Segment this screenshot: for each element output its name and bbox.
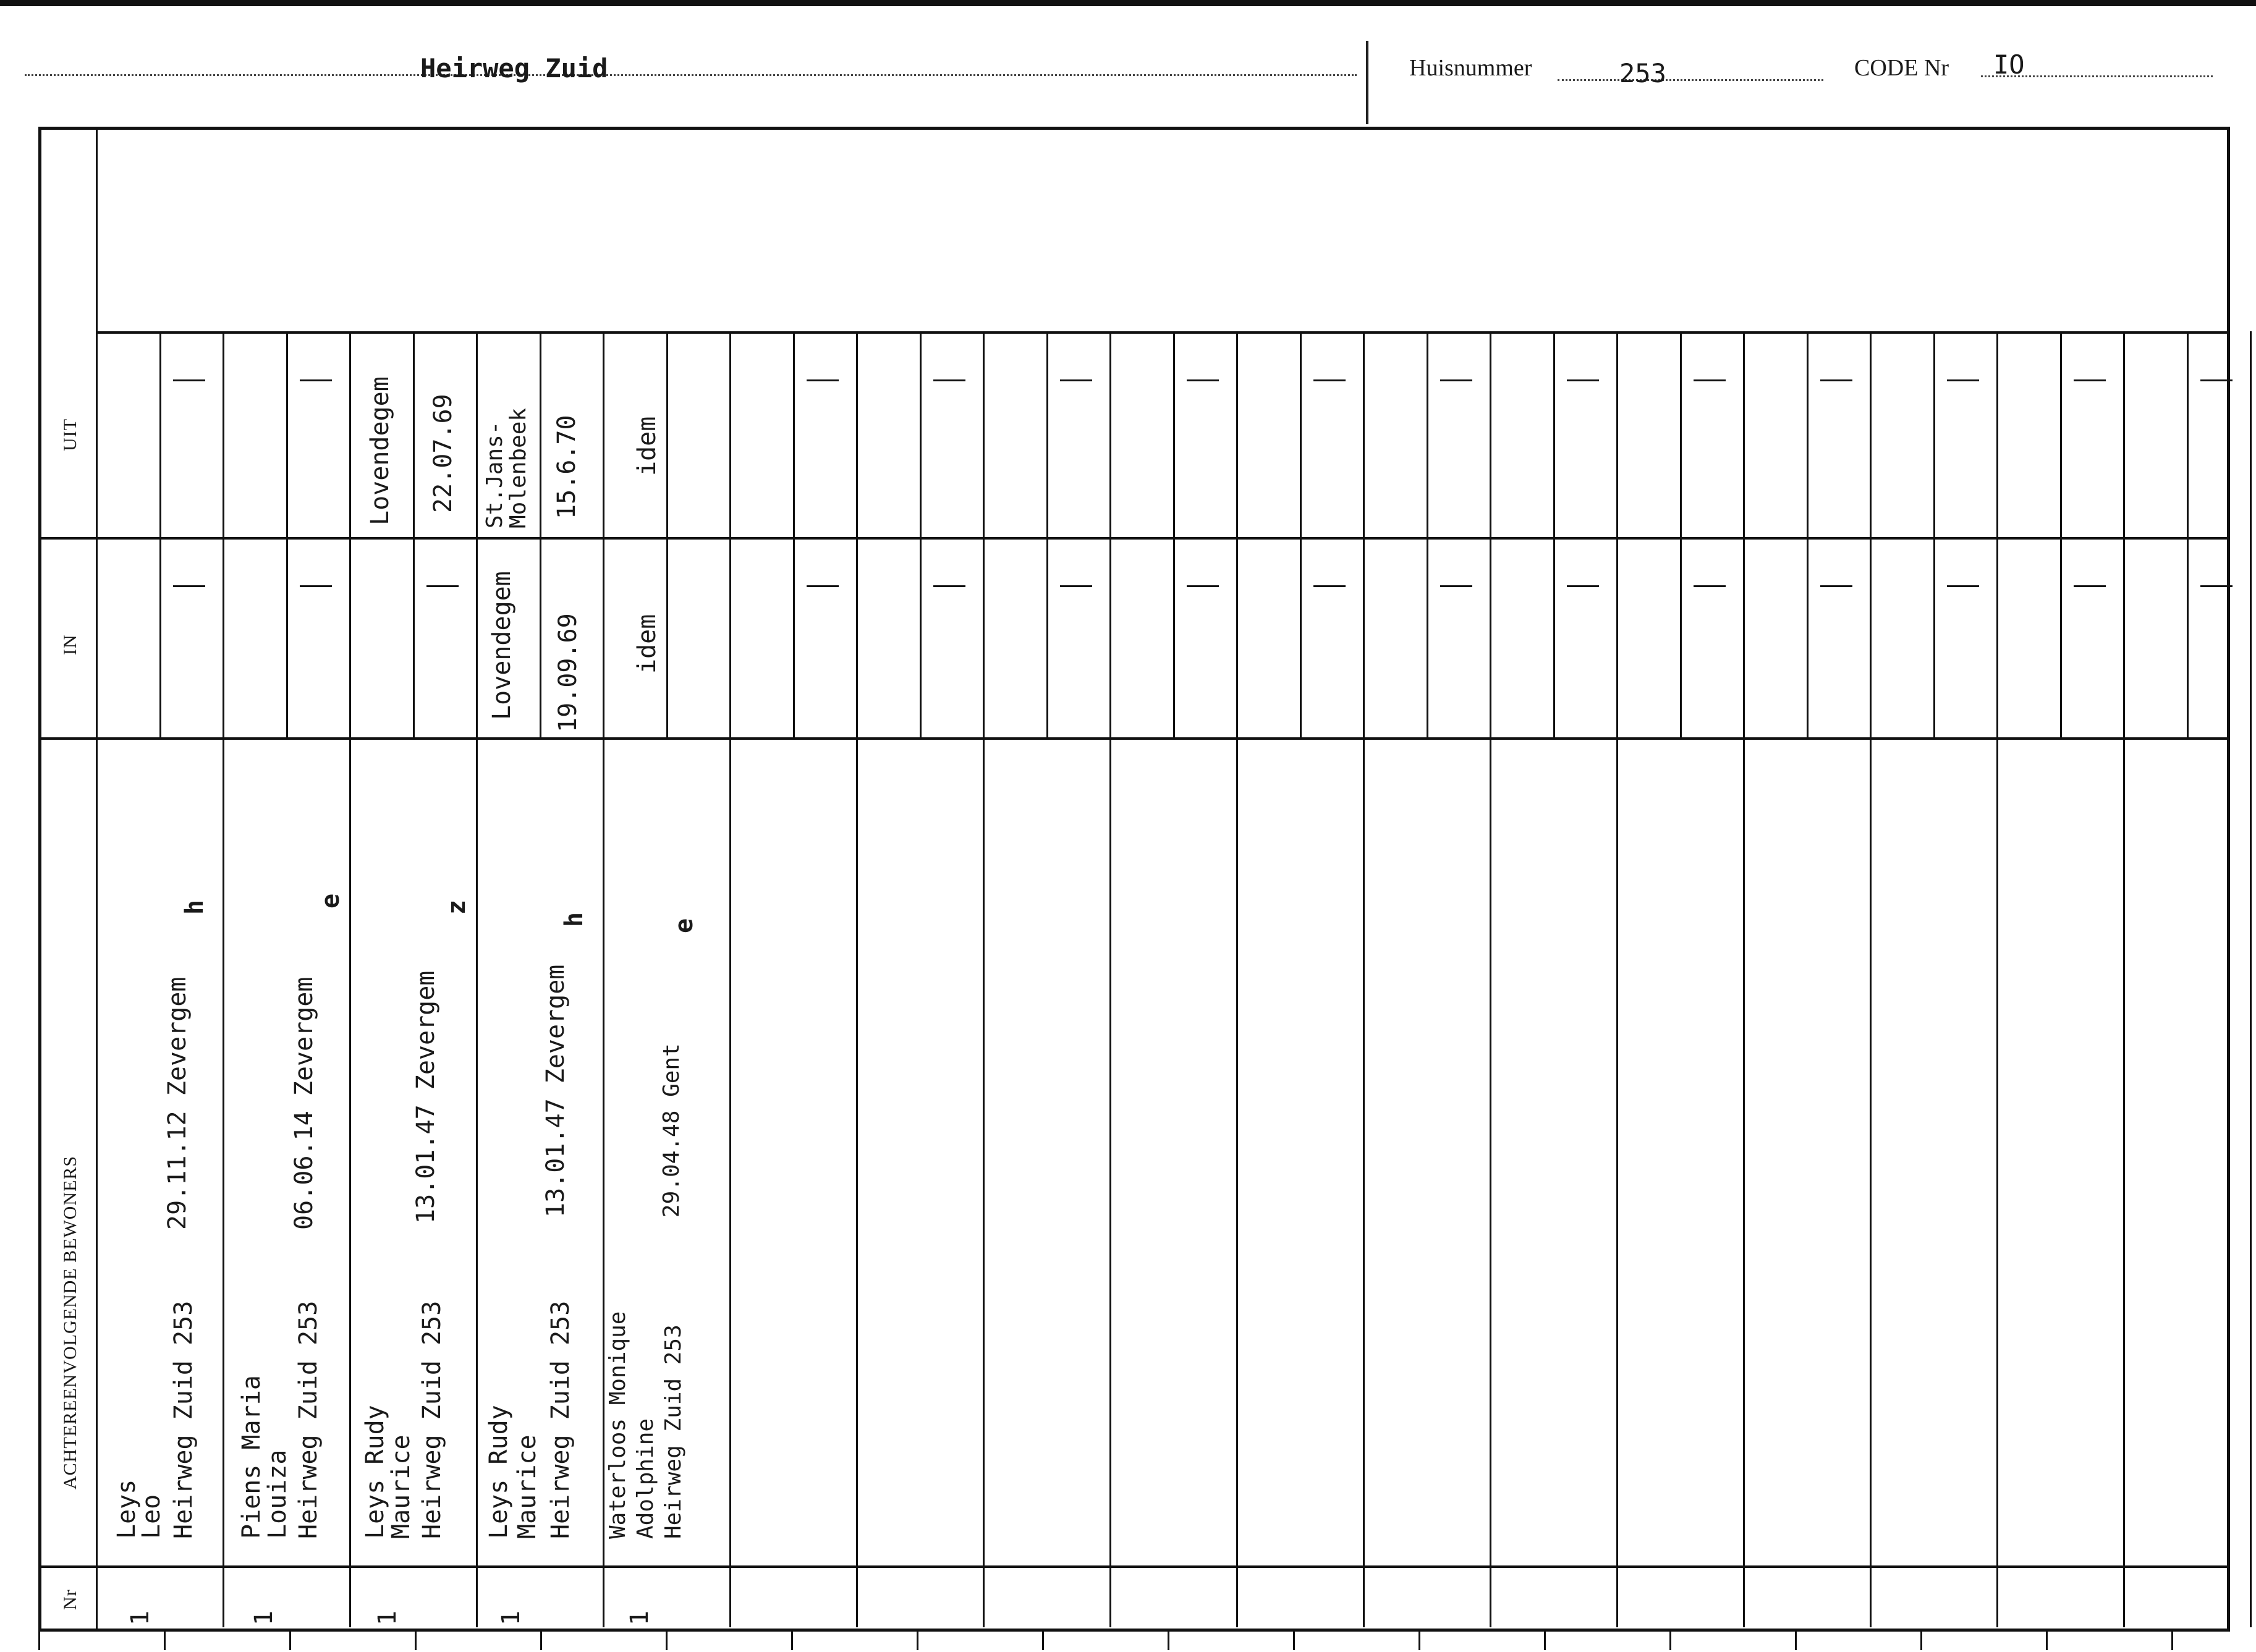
resident-5-birth: 29.04.48 Gent [659,1043,684,1218]
column-separator [603,331,604,1627]
empty-slot-dash [1187,585,1219,587]
empty-slot-dash [1694,585,1726,587]
bottom-tick [1920,1632,1922,1650]
section-line-uit-in [41,537,2227,540]
column-separator [2123,331,2125,1627]
resident-1-address: Heirweg Zuid 253 [169,1300,198,1539]
column-separator [1996,331,1998,1627]
bottom-tick [540,1632,542,1650]
resident-2-surname: Piens Maria [237,1375,266,1539]
sub-column-separator [1553,334,1555,537]
empty-slot-dash [173,585,205,587]
sub-column-separator [2060,334,2062,537]
resident-2-birth: 06.06.14 Zevergem [290,976,318,1230]
sub-column-separator [1427,540,1428,737]
column-separator [349,331,351,1627]
house-number-dotted-line [1558,79,1823,81]
section-line-top [96,331,2227,334]
sub-column-separator [2187,334,2189,537]
sub-column-separator [1046,334,1048,537]
column-separator [1743,331,1745,1627]
resident-1-code: h [180,899,209,915]
sub-column-separator [540,540,541,737]
sub-column-separator [413,334,415,537]
empty-slot-dash [1060,585,1092,587]
resident-4-birth: 13.01.47 Zevergem [541,964,570,1218]
resident-3-given-name: Maurice [387,1434,415,1539]
house-number-value: 253 [1619,58,1666,88]
bottom-tick [917,1632,918,1650]
bottom-tick [415,1632,417,1650]
resident-4-given-name: Maurice [513,1434,541,1539]
bottom-tick [2046,1632,2048,1650]
sub-column-separator [1807,334,1809,537]
resident-4-surname: Leys Rudy [485,1405,513,1539]
resident-2-code: e [316,893,345,909]
sub-column-separator [159,540,161,737]
empty-slot-dash [1440,585,1472,587]
column-separator [476,331,478,1627]
empty-slot-dash [426,585,459,587]
resident-4-in-date: 19.09.69 [554,613,582,732]
empty-slot-dash [1567,379,1599,381]
top-border [0,0,2256,6]
uit-column-label: UIT [60,418,80,451]
sub-column-separator [159,334,161,537]
resident-3-surname: Leys Rudy [361,1405,389,1539]
column-separator [223,331,224,1627]
resident-3-address: Heirweg Zuid 253 [418,1300,446,1539]
sub-column-separator [1680,540,1682,737]
resident-5-address: Heirweg Zuid 253 [661,1324,686,1539]
sub-column-separator [2187,540,2189,737]
empty-slot-dash [1694,379,1726,381]
resident-3-code: z [443,899,471,915]
sub-column-separator [1807,540,1809,737]
sub-column-separator [920,334,922,537]
resident-4-code: h [560,912,588,927]
sub-column-separator [1553,540,1555,737]
sub-column-separator [1933,334,1935,537]
bottom-tick [2171,1632,2173,1650]
sub-column-separator [666,334,668,537]
resident-5-out-place: idem [633,416,661,476]
bottom-tick [1042,1632,1044,1650]
empty-slot-dash [1313,379,1346,381]
resident-1-nr: 1 [126,1610,155,1625]
resident-2-given-name: Louiza [263,1449,292,1539]
header-separator [1366,41,1368,124]
bottom-tick [1669,1632,1671,1650]
empty-slot-dash [1820,379,1852,381]
empty-slot-dash [1947,585,1979,587]
bottom-tick [1293,1632,1295,1650]
bottom-tick [38,1632,40,1650]
street-dotted-line [25,74,1357,76]
resident-card [38,127,2230,1632]
column-separator [1109,331,1111,1627]
empty-slot-dash [933,585,965,587]
column-separator [1363,331,1365,1627]
resident-5-given-name: Adolphine [633,1418,658,1539]
empty-slot-dash [1820,585,1852,587]
empty-slot-dash [300,379,332,381]
column-separator [856,331,858,1627]
column-separator [1236,331,1238,1627]
sub-column-separator [1046,540,1048,737]
sub-column-separator [1173,540,1175,737]
empty-slot-dash [2074,379,2106,381]
resident-2-address: Heirweg Zuid 253 [294,1300,323,1539]
column-separator [2250,331,2252,1627]
empty-slot-dash [807,379,839,381]
resident-4-in-place: Lovendegem [488,571,516,720]
resident-3-out-place: Lovendegem [366,376,394,525]
resident-3-birth: 13.01.47 Zevergem [412,970,440,1224]
resident-1-surname: Leys [112,1479,141,1539]
sub-column-separator [2060,540,2062,737]
label-column-separator [96,130,98,1629]
column-separator [1490,331,1491,1627]
resident-4-out-date: 15.6.70 [553,415,581,519]
bottom-tick [666,1632,668,1650]
column-separator [1870,331,1872,1627]
bottom-tick [164,1632,166,1650]
resident-5-surname: Waterloos Monique [605,1311,630,1539]
bottom-tick [791,1632,793,1650]
resident-4-nr: 1 [497,1610,525,1625]
sub-column-separator [1300,540,1302,737]
empty-slot-dash [1187,379,1219,381]
house-number-label: Huisnummer [1409,55,1532,81]
code-value: IO [1993,49,2025,80]
street-name: Heirweg Zuid [420,53,608,83]
empty-slot-dash [807,585,839,587]
sub-column-separator [920,540,922,737]
resident-1-given-name: Leo [137,1494,166,1539]
bottom-tick [1795,1632,1797,1650]
empty-slot-dash [1440,379,1472,381]
section-line-in-residents [41,737,2227,740]
bottom-tick [1544,1632,1546,1650]
column-separator [983,331,985,1627]
code-label: CODE Nr [1854,55,1949,81]
section-line-residents-nr [41,1565,2227,1568]
empty-slot-dash [2200,379,2233,381]
nr-column-label: Nr [60,1589,80,1610]
sub-column-separator [413,540,415,737]
bottom-tick [1418,1632,1420,1650]
sub-column-separator [793,334,795,537]
empty-slot-dash [300,585,332,587]
resident-5-nr: 1 [625,1610,654,1625]
sub-column-separator [1933,540,1935,737]
resident-5-code: e [670,918,698,933]
sub-column-separator [1427,334,1428,537]
sub-column-separator [666,540,668,737]
empty-slot-dash [2200,585,2233,587]
resident-5-in-place: idem [633,614,661,674]
resident-3-nr: 1 [373,1610,402,1625]
column-separator [729,331,731,1627]
sub-column-separator [286,334,288,537]
empty-slot-dash [933,379,965,381]
sub-column-separator [1300,334,1302,537]
sub-column-separator [286,540,288,737]
residents-column-label: ACHTEREENVOLGENDE BEWONERS [60,1155,80,1489]
empty-slot-dash [1313,585,1346,587]
resident-1-birth: 29.11.12 Zevergem [163,976,192,1230]
bottom-tick [1168,1632,1169,1650]
empty-slot-dash [1060,379,1092,381]
bottom-tick [289,1632,291,1650]
resident-3-out-date: 22.07.69 [429,394,457,513]
in-column-label: IN [60,634,80,655]
sub-column-separator [793,540,795,737]
empty-slot-dash [1947,379,1979,381]
empty-slot-dash [173,379,205,381]
resident-4-out-place: St.Jans-Molenbeek [482,407,531,528]
sub-column-separator [1680,334,1682,537]
sub-column-separator [540,334,541,537]
sub-column-separator [1173,334,1175,537]
empty-slot-dash [2074,585,2106,587]
resident-4-address: Heirweg Zuid 253 [546,1300,575,1539]
resident-2-nr: 1 [250,1610,278,1625]
empty-slot-dash [1567,585,1599,587]
column-separator [1616,331,1618,1627]
